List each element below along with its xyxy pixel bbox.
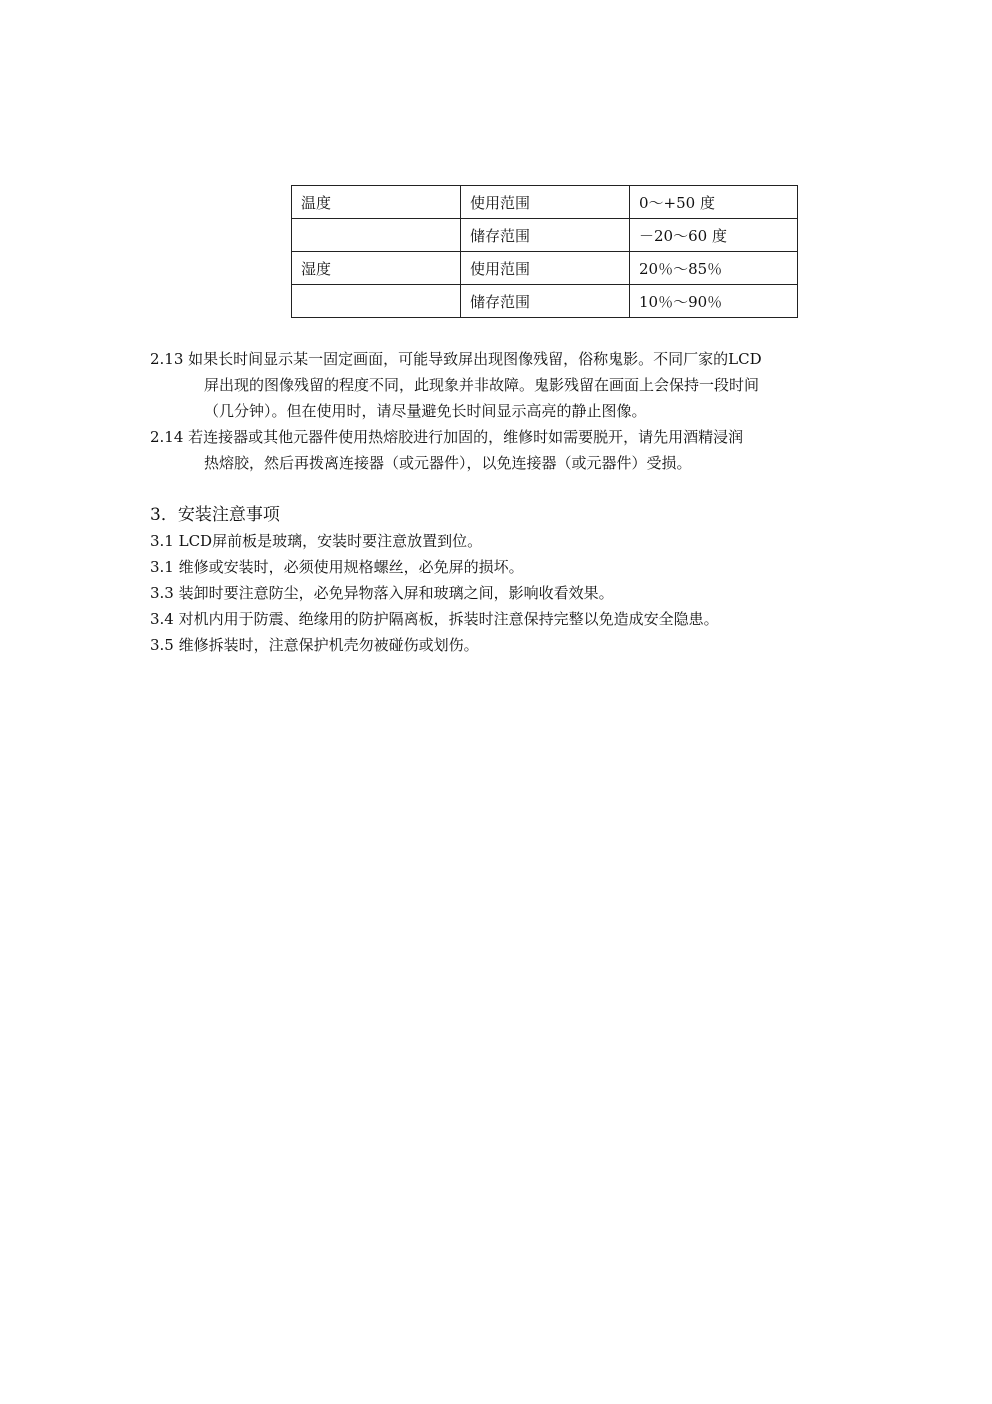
table-row xyxy=(292,219,798,252)
section-3-heading: 3．安装注意事项 xyxy=(150,505,280,525)
table-cell: －20～60 度 xyxy=(630,219,798,252)
spec-table xyxy=(291,185,798,318)
table-cell xyxy=(292,285,461,318)
list-item: 3.1 LCD屏前板是玻璃，安装时要注意放置到位。 xyxy=(150,532,483,550)
item-2-13-line: 2.13 如果长时间显示某一固定画面，可能导致屏出现图像残留，俗称鬼影。不同厂家的LCD xyxy=(150,350,762,368)
table-cell: 使用范围 xyxy=(461,252,630,285)
table-cell: 湿度 xyxy=(292,252,461,285)
section-3-list xyxy=(150,528,719,658)
table-cell: 20％～85％ xyxy=(630,252,798,285)
list-item: 3.3 装卸时要注意防尘，必免异物落入屏和玻璃之间，影响收看效果。 xyxy=(150,584,614,602)
table-cell: 10％～90％ xyxy=(630,285,798,318)
table-row xyxy=(292,285,798,318)
list-item: 3.1 维修或安装时，必须使用规格螺丝，必免屏的损坏。 xyxy=(150,558,524,576)
table-cell: 储存范围 xyxy=(461,285,630,318)
item-2-13-line: （几分钟）。但在使用时，请尽量避免长时间显示高亮的静止图像。 xyxy=(204,402,647,420)
table-row xyxy=(292,252,798,285)
item-2-13 xyxy=(150,346,850,424)
item-2-14 xyxy=(150,424,850,476)
list-item: 3.4 对机内用于防震、绝缘用的防护隔离板，拆装时注意保持完整以免造成安全隐患。 xyxy=(150,610,719,628)
table-cell: 使用范围 xyxy=(461,186,630,219)
table-cell: 0～+50 度 xyxy=(630,186,798,219)
list-item: 3.5 维修拆装时，注意保护机壳勿被碰伤或划伤。 xyxy=(150,636,479,654)
table-cell: 温度 xyxy=(292,186,461,219)
item-2-14-line: 热熔胶，然后再拨离连接器（或元器件），以免连接器（或元器件）受损。 xyxy=(204,454,692,472)
item-2-13-line: 屏出现的图像残留的程度不同，此现象并非故障。鬼影残留在画面上会保持一段时间 xyxy=(204,376,760,394)
table-cell xyxy=(292,219,461,252)
table-row xyxy=(292,186,798,219)
item-2-14-line: 2.14 若连接器或其他元器件使用热熔胶进行加固的，维修时如需要脱开，请先用酒精浸润 xyxy=(150,428,744,446)
table-cell: 储存范围 xyxy=(461,219,630,252)
